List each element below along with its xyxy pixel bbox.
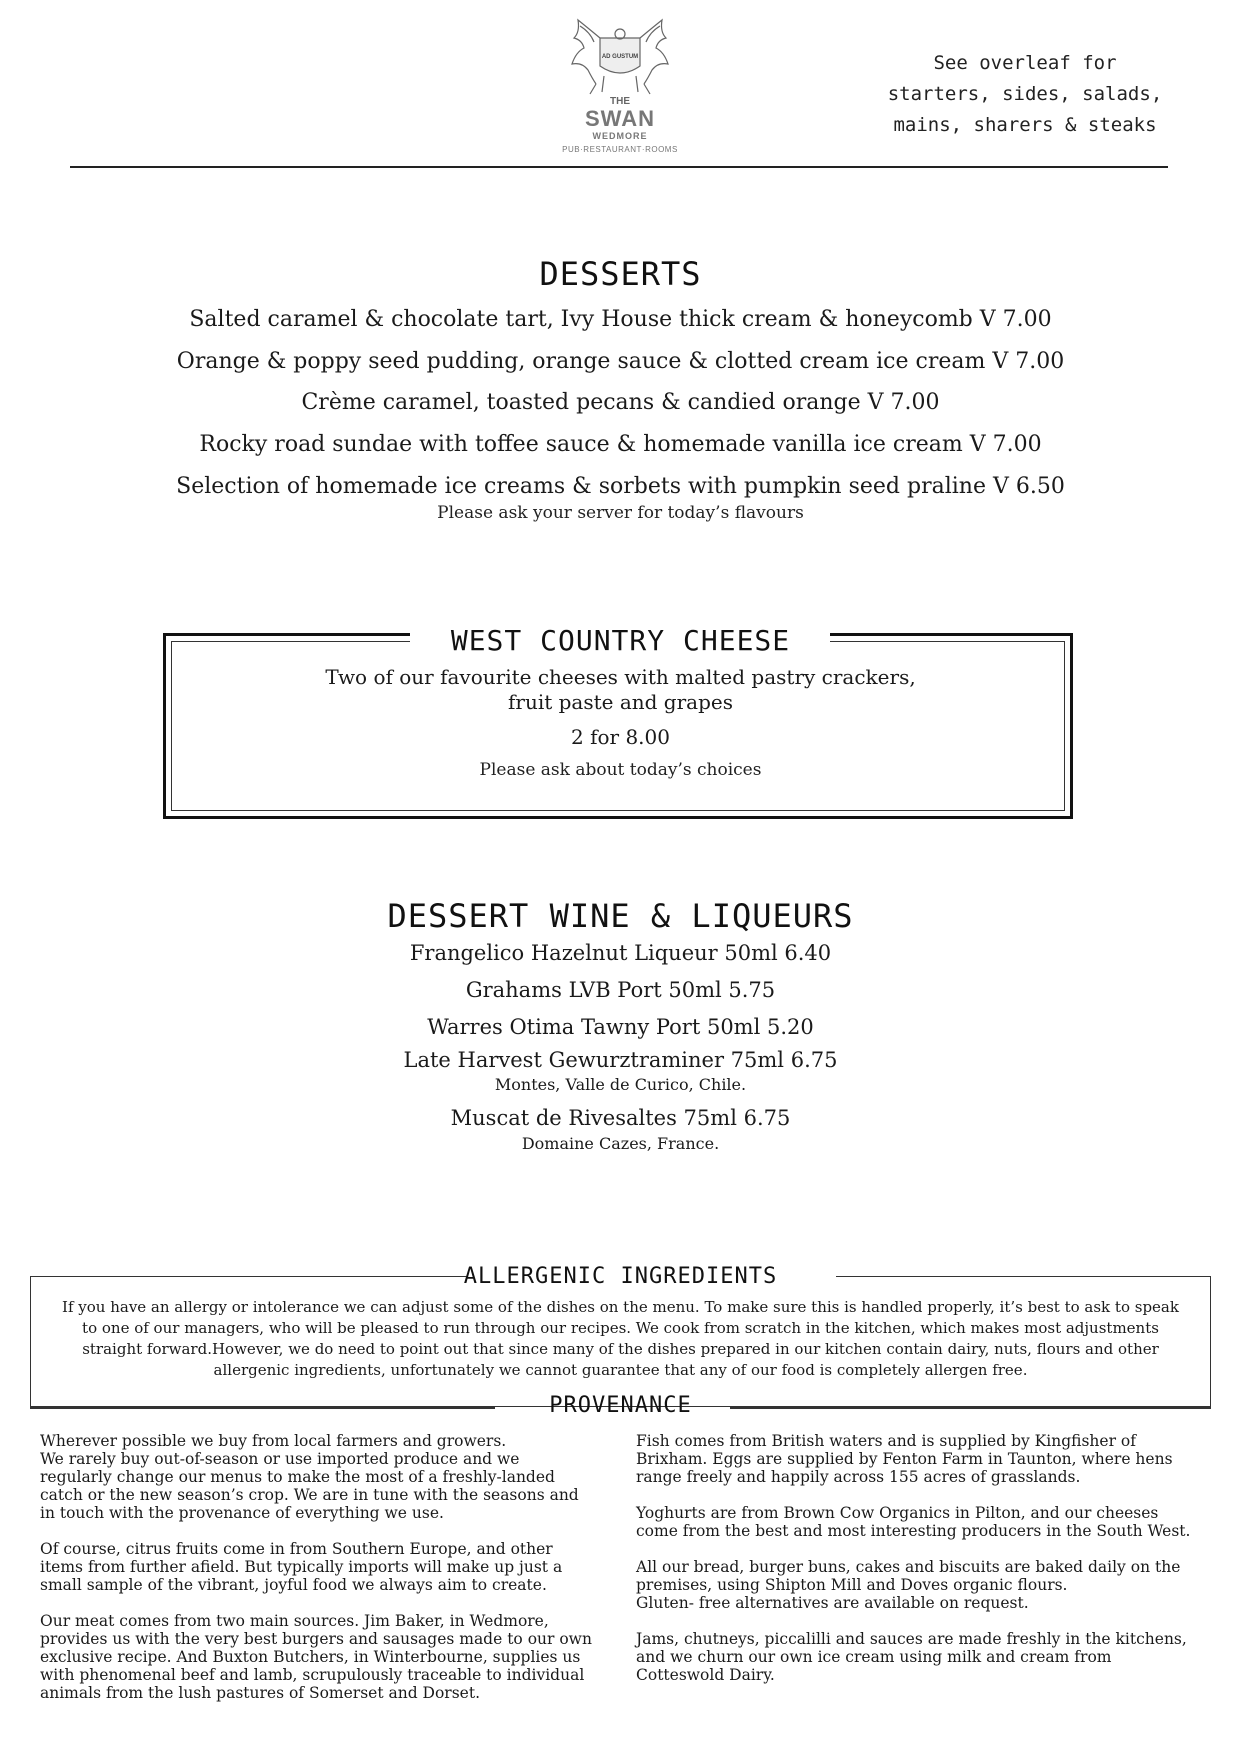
wine-origin: Domaine Cazes, France.: [521, 1134, 720, 1153]
swan-logo: [560, 18, 680, 154]
provenance-paragraph: Jams, chutneys, piccalilli and sauces are made freshly in the kitchens, and we churn our own ice cream using milk and cream from Cotteswold Dairy.: [636, 1630, 1187, 1684]
wine-item: Muscat de Rivesaltes 75ml 6.75: [450, 1106, 791, 1130]
logo-name: SWAN: [585, 106, 655, 131]
dessert-note: Please ask your server for today’s flavours: [437, 503, 804, 523]
overleaf-line: mains, sharers & steaks: [893, 114, 1157, 136]
overleaf-note: [860, 48, 1190, 141]
provenance-paragraph: All our bread, burger buns, cakes and biscuits are baked daily on the premises, using Shipton Mill and Doves organic flours. Gluten- free alternatives are available on request.: [636, 1558, 1181, 1612]
wine-item: Late Harvest Gewurztraminer 75ml 6.75: [403, 1048, 838, 1072]
dessert-item: Rocky road sundae with toffee sauce & homemade vanilla ice cream V 7.00: [199, 432, 1042, 457]
wine-item: Warres Otima Tawny Port 50ml 5.20: [427, 1015, 814, 1039]
dessert-item: Crème caramel, toasted pecans & candied orange V 7.00: [301, 390, 940, 415]
logo-the: THE: [610, 96, 630, 107]
wine-title: DESSERT WINE & LIQUEURS: [387, 897, 854, 935]
allergen-text: If you have an allergy or intolerance we can adjust some of the dishes on the menu. To make sure this is handled properly, it’s best to ask to speak to one of our managers, who will be pleased to run through our recipes. We cook from scratch in the kitchen, which makes most adjustments straight forward.However, we do need to point out that since many of the dishes prepared in our kitchen contain dairy, nuts, flours and other allergenic ingredients, unfortunately we cannot guarantee that any of our food is completely allergen free.: [62, 1298, 1179, 1379]
dessert-item: Selection of homemade ice creams & sorbets with pumpkin seed praline V 6.50: [176, 474, 1065, 499]
dessert-item: Orange & poppy seed pudding, orange sauce & clotted cream ice cream V 7.00: [176, 349, 1065, 374]
wine-item: Grahams LVB Port 50ml 5.75: [465, 978, 776, 1002]
desserts-title: DESSERTS: [539, 255, 702, 293]
cheese-description: Two of our favourite cheeses with malted pastry crackers,: [325, 665, 916, 689]
overleaf-line: See overleaf for: [933, 52, 1117, 74]
logo-town: WEDMORE: [592, 131, 648, 141]
provenance-paragraph: Our meat comes from two main sources. Jim Baker, in Wedmore, provides us with the very best burgers and sausages made to our own exclusive recipe. And Buxton Butchers, in Winterbourne, supplies us with phenomenal beef and lamb, scrupulously traceable to individual animals from the lush pastures of Somerset and Dorset.: [40, 1612, 592, 1702]
provenance-left-column: [40, 1432, 595, 1720]
cheese-description: fruit paste and grapes: [507, 690, 733, 714]
provenance-right-column: [636, 1432, 1191, 1702]
provenance-paragraph: Fish comes from British waters and is supplied by Kingfisher of Brixham. Eggs are supplied by Fenton Farm in Taunton, where hens range freely and happily across 155 acres of grasslands.: [636, 1432, 1173, 1486]
wine-origin: Montes, Valle de Curico, Chile.: [494, 1075, 747, 1094]
cheese-price: 2 for 8.00: [571, 725, 670, 749]
cheese-note: Please ask about today’s choices: [479, 760, 762, 780]
cheese-title: WEST COUNTRY CHEESE: [450, 624, 791, 657]
dessert-item: Salted caramel & chocolate tart, Ivy House thick cream & honeycomb V 7.00: [189, 307, 1052, 332]
provenance-paragraph: Yoghurts are from Brown Cow Organics in Pilton, and our cheeses come from the best and most interesting producers in the South West.: [636, 1504, 1191, 1540]
overleaf-line: starters, sides, salads,: [887, 83, 1163, 105]
allergen-title: ALLERGENIC INGREDIENTS: [463, 1264, 778, 1289]
wine-item: Frangelico Hazelnut Liqueur 50ml 6.40: [409, 941, 832, 965]
logo-tagline: PUB·RESTAURANT·ROOMS: [562, 145, 678, 154]
header-divider: [70, 166, 1168, 168]
logo-motto: AD GUSTUM: [601, 54, 639, 60]
provenance-paragraph: Wherever possible we buy from local farmers and growers. We rarely buy out-of-season or use imported produce and we regularly change our menus to make the most of a freshly-landed catch or the new season’s crop. We are in tune with the seasons and in touch with the provenance of everything we use.: [40, 1432, 579, 1522]
provenance-title: PROVENANCE: [549, 1393, 692, 1418]
provenance-paragraph: Of course, citrus fruits come in from Southern Europe, and other items from further afield. But typically imports will make up just a small sample of the vibrant, joyful food we always aim to create.: [40, 1540, 563, 1594]
